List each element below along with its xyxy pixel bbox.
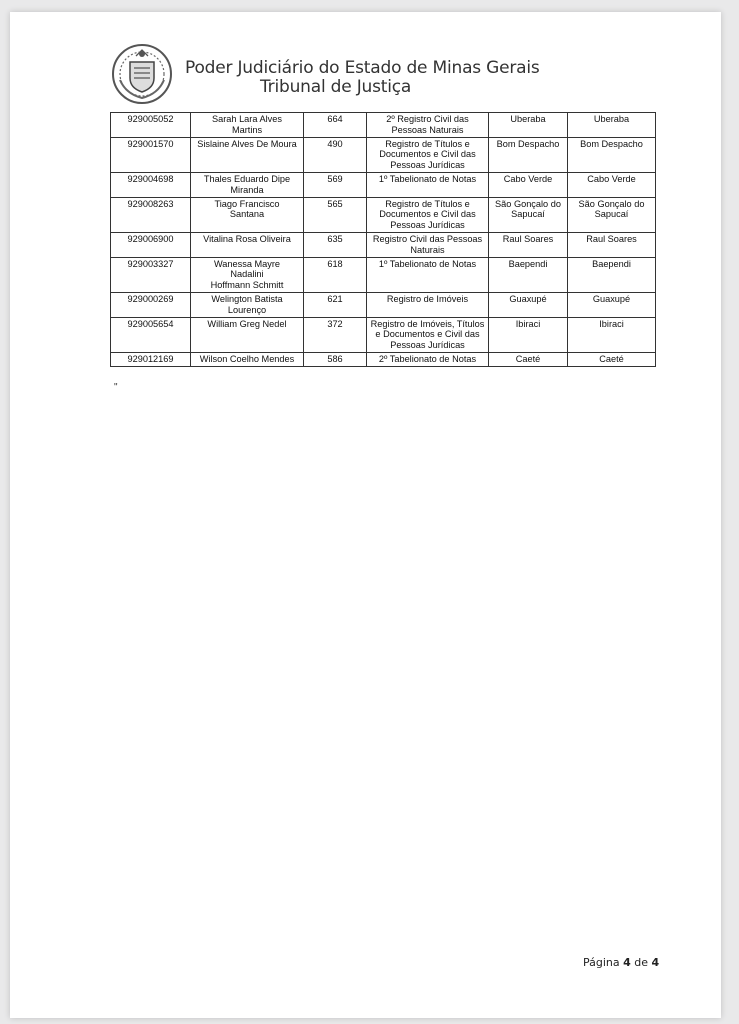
- row-city: Raul Soares: [568, 232, 656, 257]
- row-office: 2º Registro Civil das Pessoas Naturais: [367, 113, 489, 138]
- table-row: [111, 292, 656, 317]
- row-city: Ibiraci: [489, 317, 568, 352]
- row-city: Uberaba: [568, 113, 656, 138]
- row-code: 929012169: [111, 352, 191, 366]
- row-city: Cabo Verde: [489, 172, 568, 197]
- table-row: [111, 232, 656, 257]
- row-code: 929001570: [111, 137, 191, 172]
- page-number: Página 4 de 4: [583, 956, 660, 969]
- row-name: Vitalina Rosa Oliveira: [191, 232, 304, 257]
- row-number: 586: [304, 352, 367, 366]
- document-page: [10, 12, 721, 1018]
- row-city: São Gonçalo do Sapucaí: [489, 197, 568, 232]
- row-city: Ibiraci: [568, 317, 656, 352]
- table-row: [111, 257, 656, 292]
- row-name: Sarah Lara Alves Martins: [191, 113, 304, 138]
- table-row: [111, 197, 656, 232]
- row-office: 1º Tabelionato de Notas: [367, 257, 489, 292]
- row-number: 621: [304, 292, 367, 317]
- nominees-table: [110, 112, 656, 367]
- row-office: Registro de Imóveis, Títulos e Documentos e Civil das Pessoas Jurídicas: [367, 317, 489, 352]
- row-city: Uberaba: [489, 113, 568, 138]
- row-city: Caeté: [568, 352, 656, 366]
- row-code: 929004698: [111, 172, 191, 197]
- row-city: Cabo Verde: [568, 172, 656, 197]
- row-number: 618: [304, 257, 367, 292]
- row-number: 635: [304, 232, 367, 257]
- row-name: Sislaine Alves De Moura: [191, 137, 304, 172]
- row-number: 569: [304, 172, 367, 197]
- row-name: Wanessa Mayre Nadalini Hoffmann Schmitt: [191, 257, 304, 292]
- row-city: Bom Despacho: [489, 137, 568, 172]
- row-name: Tiago Francisco Santana: [191, 197, 304, 232]
- row-city: São Gonçalo do Sapucaí: [568, 197, 656, 232]
- table-row: [111, 172, 656, 197]
- row-code: 929005052: [111, 113, 191, 138]
- row-city: Guaxupé: [568, 292, 656, 317]
- row-number: 565: [304, 197, 367, 232]
- document-header: [110, 42, 570, 122]
- row-name: Welington Batista Lourenço: [191, 292, 304, 317]
- row-city: Baependi: [568, 257, 656, 292]
- header-institution: Poder Judiciário do Estado de Minas Gerais: [185, 58, 540, 78]
- table-row: [111, 137, 656, 172]
- closing-quote: ": [114, 382, 118, 393]
- row-city: Baependi: [489, 257, 568, 292]
- row-code: 929006900: [111, 232, 191, 257]
- row-city: Caeté: [489, 352, 568, 366]
- row-city: Raul Soares: [489, 232, 568, 257]
- table-row: [111, 317, 656, 352]
- row-code: 929008263: [111, 197, 191, 232]
- table-row: [111, 352, 656, 366]
- header-court: Tribunal de Justiça: [260, 77, 412, 97]
- row-code: 929005654: [111, 317, 191, 352]
- row-number: 490: [304, 137, 367, 172]
- row-office: Registro de Títulos e Documentos e Civil das Pessoas Jurídicas: [367, 197, 489, 232]
- row-office: Registro de Títulos e Documentos e Civil das Pessoas Jurídicas: [367, 137, 489, 172]
- table-row: [111, 113, 656, 138]
- coat-of-arms-icon: [110, 42, 174, 106]
- row-office: 2º Tabelionato de Notas: [367, 352, 489, 366]
- row-number: 372: [304, 317, 367, 352]
- row-city: Guaxupé: [489, 292, 568, 317]
- row-office: Registro Civil das Pessoas Naturais: [367, 232, 489, 257]
- row-number: 664: [304, 113, 367, 138]
- row-name: Thales Eduardo Dipe Miranda: [191, 172, 304, 197]
- row-office: 1º Tabelionato de Notas: [367, 172, 489, 197]
- row-city: Bom Despacho: [568, 137, 656, 172]
- row-name: Wilson Coelho Mendes: [191, 352, 304, 366]
- row-code: 929003327: [111, 257, 191, 292]
- row-office: Registro de Imóveis: [367, 292, 489, 317]
- row-name: William Greg Nedel: [191, 317, 304, 352]
- row-code: 929000269: [111, 292, 191, 317]
